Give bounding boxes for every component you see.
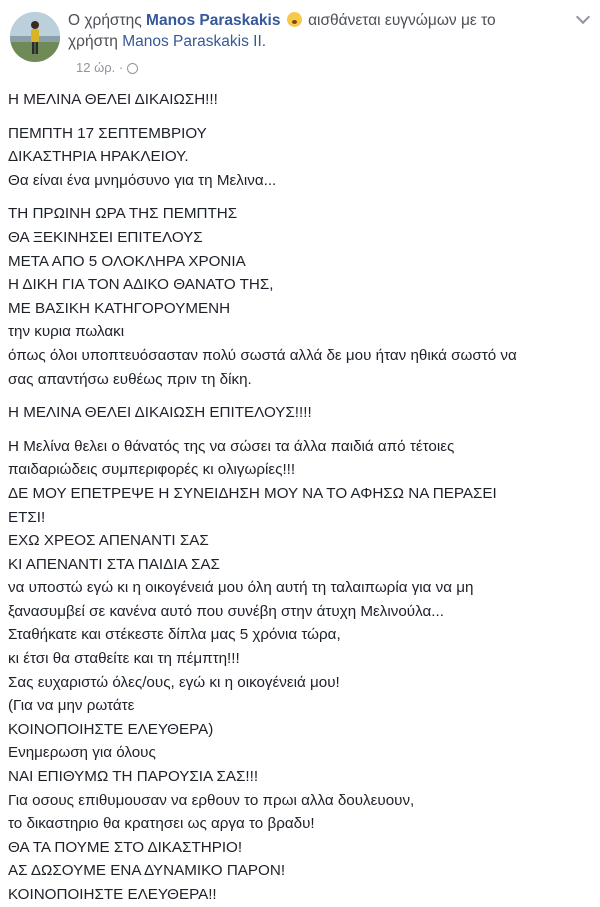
paragraph-gap <box>8 192 590 202</box>
post-line: Ενημερωση για όλους <box>8 744 156 762</box>
paragraph-gap <box>8 112 590 122</box>
post-line: ΚΟΙΝΟΠΟΙΗΣΤΕ ΕΛΕΥΘΕΡΑ) <box>8 720 214 738</box>
post-line: ΕΧΩ ΧΡΕΟΣ ΑΠΕΝΑΝΤΙ ΣΑΣ <box>8 532 209 550</box>
paragraph-gap <box>8 425 590 435</box>
post-line: Σταθήκατε και στέκεστε δίπλα μας 5 χρόνια τώρα, <box>8 626 341 644</box>
post-line: ΘΑ ΞΕΚΙΝΗΣΕΙ ΕΠΙΤΕΛΟΥΣ <box>8 228 203 246</box>
post-line: Για οσους επιθυμουσαν να ερθουν το πρωι αλλα δουλευουν, <box>8 791 415 809</box>
paragraph-gap <box>8 391 590 401</box>
post-line: σας απαντήσω ευθέως πριν τη δίκη. <box>8 370 252 388</box>
grateful-face-icon <box>287 12 302 27</box>
post-header <box>10 8 590 78</box>
post-line: την κυρια πωλακι <box>8 323 125 341</box>
post-line: Θα είναι ένα μνημόσυνο για τη Μελινα... <box>8 171 277 189</box>
headline-line2-prefix: χρήστη <box>68 33 118 50</box>
post-line: ΔΕ ΜΟΥ ΕΠΕΤΡΕΨΕ Η ΣΥΝΕΙΔΗΣΗ ΜΟΥ ΝΑ ΤΟ ΑΦΗΣΩ ΝΑ ΠΕΡΑΣΕΙ <box>8 484 497 502</box>
post-line: ΠΕΜΠΤΗ 17 ΣΕΠΤΕΜΒΡΙΟΥ <box>8 124 207 142</box>
headline-prefix: Ο χρήστης <box>68 12 142 29</box>
author-name-link[interactable]: Manos Paraskakis <box>146 12 281 29</box>
post-meta <box>76 60 138 75</box>
avatar-photo <box>10 12 60 62</box>
post-line: Η ΜΕΛΙΝΑ ΘΕΛΕΙ ΔΙΚΑΙΩΣΗ ΕΠΙΤΕΛΟΥΣ!!!! <box>8 404 312 422</box>
post-line: ΚΟΙΝΟΠΟΙΗΣΤΕ ΕΛΕΥΘΕΡΑ!! <box>8 886 217 903</box>
post-line: ξανασυμβεί σε κανένα αυτό που συνέβη στην άτυχη Μελινούλα... <box>8 602 444 620</box>
post-timestamp-link[interactable]: 12 ώρ. · <box>76 60 124 75</box>
post-line: ΕΤΣΙ! <box>8 508 46 526</box>
post-body <box>8 88 590 907</box>
post-line: (Για να μην ρωτάτε <box>8 697 135 715</box>
post-line: ΔΙΚΑΣΤΗΡΙΑ ΗΡΑΚΛΕΙΟΥ. <box>8 148 189 166</box>
post-line: Σας ευχαριστώ όλες/ους, εγώ κι η οικογένειά μου! <box>8 673 340 691</box>
post-line: κι έτσι θα σταθείτε και τη πέμπτη!!! <box>8 650 240 668</box>
post-line: ΜΕΤΑ ΑΠΟ 5 ΟΛΟΚΛΗΡΑ ΧΡΟΝΙΑ <box>8 252 246 270</box>
post-line: ΚΙ ΑΠΕΝΑΝΤΙ ΣΤΑ ΠΑΙΔΙΑ ΣΑΣ <box>8 555 220 573</box>
post-line: παιδαριώδεις συμπεριφορές κι ολιγωρίες!!! <box>8 461 296 479</box>
post-line: Η ΔΙΚΗ ΓΙΑ ΤΟΝ ΑΔΙΚΟ ΘΑΝΑΤΟ ΤΗΣ, <box>8 276 274 294</box>
globe-icon[interactable] <box>127 63 138 74</box>
post-line: ΤΗ ΠΡΩΙΝΗ ΩΡΑ ΤΗΣ ΠΕΜΠΤΗΣ <box>8 205 238 223</box>
post-line: όπως όλοι υποπτευόσασταν πολύ σωστά αλλά δε μου ήταν ηθικά σωστό να <box>8 346 517 364</box>
post-line: το δικαστηριο θα κρατησει ως αργα το βραδυ! <box>8 815 315 833</box>
post-headline <box>68 10 568 52</box>
post-line: ΘΑ ΤΑ ΠΟΥΜΕ ΣΤΟ ΔΙΚΑΣΤΗΡΙΟ! <box>8 838 243 856</box>
post-line: Η ΜΕΛΙΝΑ ΘΕΛΕΙ ΔΙΚΑΙΩΣΗ!!! <box>8 91 218 108</box>
tagged-user-link[interactable]: Manos Paraskakis II. <box>122 33 267 50</box>
chevron-down-icon[interactable] <box>576 10 590 24</box>
post-line: ΜΕ ΒΑΣΙΚΗ ΚΑΤΗΓΟΡΟΥΜΕΝΗ <box>8 299 231 317</box>
post-line: ΝΑΙ ΕΠΙΘΥΜΩ ΤΗ ΠΑΡΟΥΣΙΑ ΣΑΣ!!! <box>8 768 259 786</box>
avatar[interactable] <box>10 12 60 62</box>
feeling-text: αισθάνεται ευγνώμων με το <box>308 12 496 29</box>
post-line: Η Μελίνα θελει ο θάνατός της να σώσει τα άλλα παιδιά από τέτοιες <box>8 437 455 455</box>
post-line: ΑΣ ΔΩΣΟΥΜΕ ΕΝΑ ΔΥΝΑΜΙΚΟ ΠΑΡΟΝ! <box>8 862 286 880</box>
post-line: να υποστώ εγώ κι η οικογένειά μου όλη αυτή τη ταλαιπωρία για να μη <box>8 579 474 597</box>
